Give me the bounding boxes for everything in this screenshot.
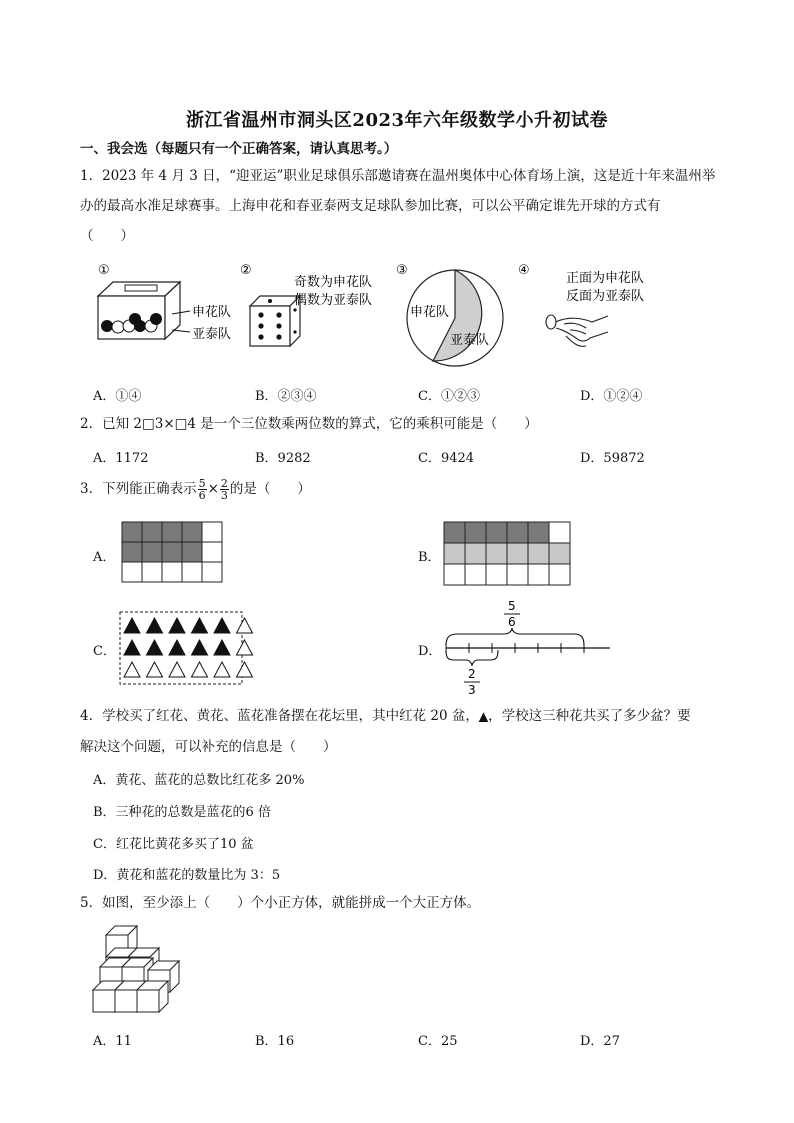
q2-stem: 2．已知 2□3×□4 是一个三位数乘两位数的算式，它的乘积可能是（ ） xyxy=(80,416,538,432)
q5-cube-stack-figure xyxy=(90,922,190,1018)
grid-cell xyxy=(507,564,528,585)
grid-cell xyxy=(444,543,465,564)
q5-option-b[interactable]: B．16 xyxy=(255,1034,295,1049)
section-heading: 一、我会选（每题只有一个正确答案，请认真思考。） xyxy=(80,141,398,157)
grid-cell xyxy=(122,562,142,582)
grid-cell xyxy=(486,543,507,564)
triangle xyxy=(214,640,230,655)
times-sign: × xyxy=(207,481,219,497)
grid-cell xyxy=(202,562,222,582)
page-title: 浙江省温州市洞头区2023年六年级数学小升初试卷 xyxy=(185,110,609,131)
grid-cell xyxy=(122,542,142,562)
grid-cell xyxy=(486,564,507,585)
triangle xyxy=(147,618,163,633)
q3-option-a-grid[interactable] xyxy=(120,520,230,586)
grid-cell xyxy=(528,564,549,585)
q1-answer-bracket: （ ） xyxy=(80,228,134,244)
q4-option-b[interactable]: B．三种花的总数是蓝花的6 倍 xyxy=(93,805,271,820)
q3-stem-text-b: 的是（ ） xyxy=(229,481,311,497)
grid-cell xyxy=(465,543,486,564)
q5-option-a[interactable]: A．11 xyxy=(93,1034,132,1049)
q4-blank-marker: ▲ xyxy=(478,709,489,723)
dice-label-a: 奇数为申花队 xyxy=(294,275,373,290)
q5-option-c[interactable]: C．25 xyxy=(418,1034,458,1049)
nl-top-num: 5 xyxy=(508,599,516,613)
q4-stem-post: ，学校这三种花共买了多少盆？要 xyxy=(488,708,691,724)
grid-cell xyxy=(528,522,549,543)
triangle xyxy=(192,662,208,677)
q4-stem-line1 xyxy=(80,706,691,726)
q3-option-c-triangles[interactable] xyxy=(118,610,268,686)
grid-cell xyxy=(202,522,222,542)
grid-cell xyxy=(162,522,182,542)
grid-cell xyxy=(549,522,570,543)
triangle xyxy=(124,640,140,655)
q3-option-d-number-line[interactable] xyxy=(438,594,618,702)
q1-option-b[interactable]: B．②③④ xyxy=(255,389,317,404)
grid-cell xyxy=(507,522,528,543)
q2-option-c[interactable]: C．9424 xyxy=(418,451,475,466)
triangle xyxy=(169,640,185,655)
q2-option-b[interactable]: B．9282 xyxy=(255,451,311,466)
triangle xyxy=(192,618,208,633)
grid-cell xyxy=(528,543,549,564)
triangle xyxy=(192,640,208,655)
q4-option-a[interactable]: A．黄花、蓝花的总数比红花多 20% xyxy=(93,773,305,788)
q1-figure xyxy=(90,258,670,370)
triangle xyxy=(237,662,253,677)
triangle xyxy=(169,662,185,677)
q1-option-c[interactable]: C．①②③ xyxy=(418,389,480,404)
q1-fig-number-4: ④ xyxy=(518,263,530,278)
grid-cell xyxy=(182,542,202,562)
triangle xyxy=(147,640,163,655)
triangle xyxy=(214,618,230,633)
q5-stem: 5．如图，至少添上（ ）个小正方体，就能拼成一个大正方体。 xyxy=(80,895,481,911)
triangle xyxy=(169,618,185,633)
triangle xyxy=(214,662,230,677)
q5-option-d[interactable]: D．27 xyxy=(580,1034,620,1049)
q3-option-b-grid[interactable] xyxy=(442,520,572,586)
nl-bot-den: 3 xyxy=(468,683,476,697)
pie-label-b: 亚泰队 xyxy=(450,333,490,348)
q4-option-d[interactable]: D．黄花和蓝花的数量比为 3：5 xyxy=(93,868,281,883)
grid-cell xyxy=(122,522,142,542)
coin-flip-figure xyxy=(546,315,608,346)
box-label-b: 亚泰队 xyxy=(192,327,232,342)
grid-cell xyxy=(465,564,486,585)
nl-bot-num: 2 xyxy=(468,667,476,681)
q3-option-d-label[interactable]: D． xyxy=(418,644,442,659)
grid-cell xyxy=(142,562,162,582)
coin-label-a: 正面为申花队 xyxy=(566,271,645,286)
triangle xyxy=(124,618,140,633)
grid-cell xyxy=(202,542,222,562)
cube-front xyxy=(137,990,159,1012)
q4-stem-line2: 解决这个问题，可以补充的信息是（ ） xyxy=(80,739,337,755)
q1-fig-number-2: ② xyxy=(240,263,252,278)
q3-option-a-label[interactable]: A． xyxy=(93,550,116,565)
ball-box-figure xyxy=(98,282,190,339)
grid-cell xyxy=(162,542,182,562)
dice-figure xyxy=(250,296,300,346)
triangle xyxy=(237,618,253,633)
q3-option-b-label[interactable]: B． xyxy=(418,550,441,565)
cube-front xyxy=(115,990,137,1012)
q1-fig-number-3: ③ xyxy=(396,263,408,278)
q1-fig-number-1: ① xyxy=(98,263,110,278)
grid-cell xyxy=(142,522,162,542)
grid-cell xyxy=(465,522,486,543)
q1-option-d[interactable]: D．①②④ xyxy=(580,389,643,404)
grid-cell xyxy=(444,522,465,543)
q2-option-d[interactable]: D．59872 xyxy=(580,451,645,466)
q1-stem-line2: 办的最高水准足球赛事。上海申花和春亚泰两支足球队参加比赛，可以公平确定谁先开球的方式有 xyxy=(80,198,661,214)
grid-cell xyxy=(182,562,202,582)
grid-cell xyxy=(142,542,162,562)
q1-option-a[interactable]: A．①④ xyxy=(93,389,142,404)
triangle xyxy=(124,662,140,677)
grid-cell xyxy=(162,562,182,582)
grid-cell xyxy=(182,522,202,542)
q1-stem-line1: 1．2023 年 4 月 3 日，“迎亚运”职业足球俱乐部邀请赛在温州奥体中心体育场上演，这是近十年来温州举 xyxy=(80,168,716,184)
q3-stem-text-a: 3．下列能正确表示 xyxy=(80,481,197,497)
triangle xyxy=(147,662,163,677)
grid-cell xyxy=(444,564,465,585)
q2-option-a[interactable]: A．1172 xyxy=(93,451,149,466)
nl-top-den: 6 xyxy=(508,615,516,629)
dice-label-b: 偶数为亚泰队 xyxy=(294,293,373,308)
grid-cell xyxy=(507,543,528,564)
grid-cell xyxy=(486,522,507,543)
q3-option-c-label[interactable]: C． xyxy=(93,644,116,659)
coin-label-b: 反面为亚泰队 xyxy=(566,289,645,304)
grid-cell xyxy=(549,564,570,585)
q3-fraction-1: $\frac{5}{6}$ xyxy=(198,477,206,502)
q4-stem-pre: 4．学校买了红花、黄花、蓝花准备摆在花坛里，其中红花 20 盆， xyxy=(80,708,479,724)
grid-cell xyxy=(549,543,570,564)
triangle xyxy=(237,640,253,655)
q3-stem xyxy=(80,478,311,501)
cube-front xyxy=(93,990,115,1012)
pie-label-a: 申花队 xyxy=(410,305,450,320)
q3-fraction-2: $\frac{2}{3}$ xyxy=(220,477,228,502)
box-label-a: 申花队 xyxy=(192,305,232,320)
q4-option-c[interactable]: C．红花比黄花多买了10 盆 xyxy=(93,837,254,852)
